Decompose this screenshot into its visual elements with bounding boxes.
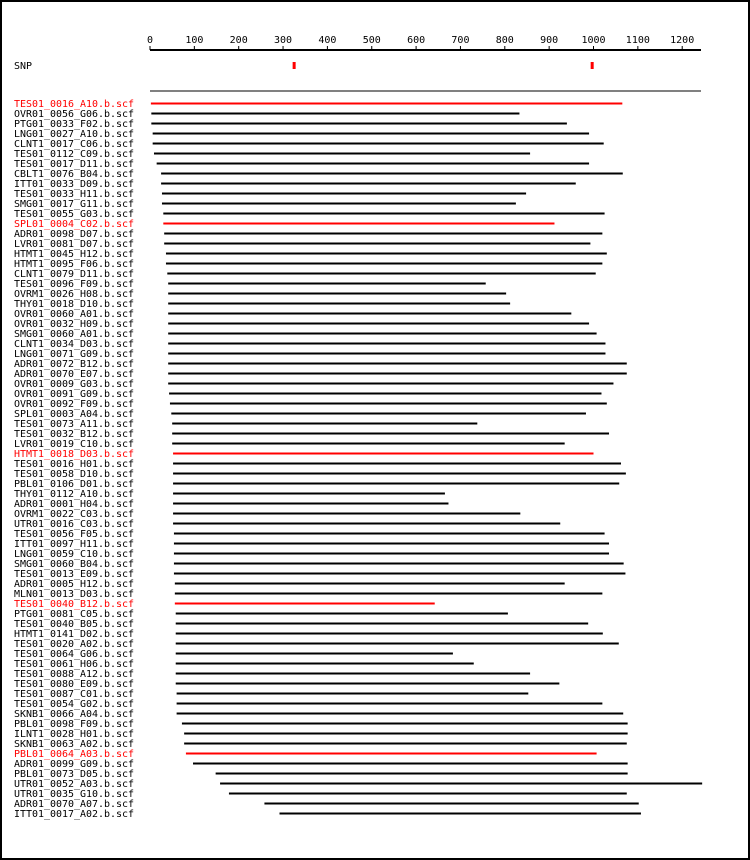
read-name[interactable]: TES01_0020_A02.b.scf <box>14 639 134 650</box>
read-name[interactable]: TES01_0054_G02.b.scf <box>14 699 134 710</box>
read-name[interactable]: OVR01_0092_F09.b.scf <box>14 399 134 410</box>
position-axis <box>147 35 701 50</box>
read-name[interactable]: TES01_0040_B05.b.scf <box>14 619 134 630</box>
read-name[interactable]: LNG01_0059_C10.b.scf <box>14 549 134 560</box>
read-name[interactable]: PBL01_0098_F09.b.scf <box>14 719 134 730</box>
read-name[interactable]: TES01_0058_D10.b.scf <box>14 469 134 480</box>
read-name[interactable]: TES01_0056_F05.b.scf <box>14 529 134 540</box>
read-name[interactable]: ITT01_0017_A02.b.scf <box>14 809 134 820</box>
read-name[interactable]: TES01_0017_D11.b.scf <box>14 159 134 170</box>
read-name[interactable]: CLNT1_0079_D11.b.scf <box>14 269 134 280</box>
read-name[interactable]: TES01_0032_B12.b.scf <box>14 429 134 440</box>
read-name[interactable]: TES01_0055_G03.b.scf <box>14 209 134 220</box>
read-name[interactable]: SMG01_0060_A01.b.scf <box>14 329 134 340</box>
read-name[interactable]: ITT01_0033_D09.b.scf <box>14 179 134 190</box>
read-name[interactable]: TES01_0033_H11.b.scf <box>14 189 134 200</box>
read-name[interactable]: TES01_0088_A12.b.scf <box>14 669 134 680</box>
axis-tick-label: 0 <box>146 35 154 46</box>
read-name[interactable]: PBL01_0064_A03.b.scf <box>14 749 134 760</box>
axis-tick-label: 200 <box>229 35 248 46</box>
axis-tick-label: 100 <box>185 35 204 46</box>
axis-tick-label: 700 <box>451 35 470 46</box>
read-name[interactable]: LNG01_0027_A10.b.scf <box>14 129 134 140</box>
read-name[interactable]: TES01_0040_B12.b.scf <box>14 599 134 610</box>
read-name[interactable]: OVR01_0032_H09.b.scf <box>14 319 134 330</box>
read-name[interactable]: CLNT1_0034_D03.b.scf <box>14 339 134 350</box>
read-name[interactable]: PTG01_0081_C05.b.scf <box>14 609 134 620</box>
read-name[interactable]: TES01_0080_E09.b.scf <box>14 679 134 690</box>
read-name[interactable]: TES01_0013_E09.b.scf <box>14 569 134 580</box>
read-name[interactable]: TES01_0064_G06.b.scf <box>14 649 134 660</box>
read-name[interactable]: CLNT1_0017_C06.b.scf <box>14 139 134 150</box>
axis-tick-label: 300 <box>274 35 293 46</box>
snp-track <box>14 61 594 72</box>
axis-tick-label: 1000 <box>581 35 606 46</box>
read-name[interactable]: ADR01_0005_H12.b.scf <box>14 579 134 590</box>
read-row <box>14 809 641 820</box>
read-name[interactable]: HTMT1_0018_D03.b.scf <box>14 449 134 460</box>
axis-tick-label: 900 <box>540 35 559 46</box>
read-name[interactable]: UTR01_0035_G10.b.scf <box>14 789 134 800</box>
read-name[interactable]: SKNB1_0063_A02.b.scf <box>14 739 134 750</box>
axis-tick-label: 600 <box>407 35 426 46</box>
read-name[interactable]: THY01_0018_D10.b.scf <box>14 299 134 310</box>
read-name[interactable]: HTMT1_0141_D02.b.scf <box>14 629 134 640</box>
read-name[interactable]: OVR01_0056_G06.b.scf <box>14 109 134 120</box>
read-name[interactable]: TES01_0096_F09.b.scf <box>14 279 134 290</box>
snp-marker <box>591 62 594 69</box>
read-name[interactable]: ADR01_0070_E07.b.scf <box>14 369 134 380</box>
read-name[interactable]: OVRM1_0026_H08.b.scf <box>14 289 134 300</box>
read-name[interactable]: SPL01_0004_C02.b.scf <box>14 219 134 230</box>
read-name[interactable]: TES01_0061_H06.b.scf <box>14 659 134 670</box>
read-name[interactable]: SPL01_0003_A04.b.scf <box>14 409 134 420</box>
read-name[interactable]: UTR01_0052_A03.b.scf <box>14 779 134 790</box>
read-name[interactable]: HTMT1_0045_H12.b.scf <box>14 249 134 260</box>
read-name[interactable]: HTMT1_0095_F06.b.scf <box>14 259 134 270</box>
read-name[interactable]: PBL01_0106_D01.b.scf <box>14 479 134 490</box>
read-name[interactable]: SMG01_0060_B04.b.scf <box>14 559 134 570</box>
read-name[interactable]: TES01_0087_C01.b.scf <box>14 689 134 700</box>
axis-tick-label: 500 <box>362 35 381 46</box>
read-name[interactable]: TES01_0073_A11.b.scf <box>14 419 134 430</box>
read-name[interactable]: ADR01_0099_G09.b.scf <box>14 759 134 770</box>
axis-tick-label: 1200 <box>670 35 695 46</box>
snp-marker <box>293 62 296 69</box>
read-name[interactable]: OVR01_0091_G09.b.scf <box>14 389 134 400</box>
read-name[interactable]: PTG01_0033_F02.b.scf <box>14 119 134 130</box>
read-name[interactable]: THY01_0112_A10.b.scf <box>14 489 134 500</box>
read-name[interactable]: LNG01_0071_G09.b.scf <box>14 349 134 360</box>
read-name[interactable]: OVR01_0060_A01.b.scf <box>14 309 134 320</box>
axis-tick-label: 1100 <box>625 35 650 46</box>
read-name[interactable]: SMG01_0017_G11.b.scf <box>14 199 134 210</box>
read-name[interactable]: LVR01_0081_D07.b.scf <box>14 239 134 250</box>
read-name[interactable]: ILNT1_0028_H01.b.scf <box>14 729 134 740</box>
read-name[interactable]: ADR01_0001_H04.b.scf <box>14 499 134 510</box>
read-name[interactable]: TES01_0112_C09.b.scf <box>14 149 134 160</box>
read-name[interactable]: TES01_0016_H01.b.scf <box>14 459 134 470</box>
read-name[interactable]: OVR01_0009_G03.b.scf <box>14 379 134 390</box>
axis-tick-label: 800 <box>495 35 514 46</box>
reads-list <box>14 99 702 820</box>
read-name[interactable]: LVR01_0019_C10.b.scf <box>14 439 134 450</box>
read-name[interactable]: SKNB1_0066_A04.b.scf <box>14 709 134 720</box>
axis-tick-label: 400 <box>318 35 337 46</box>
read-name[interactable]: OVRM1_0022_C03.b.scf <box>14 509 134 520</box>
read-name[interactable]: ADR01_0070_A07.b.scf <box>14 799 134 810</box>
read-name[interactable]: ADR01_0072_B12.b.scf <box>14 359 134 370</box>
read-name[interactable]: ITT01_0097_H11.b.scf <box>14 539 134 550</box>
snp-label: SNP <box>14 61 33 72</box>
read-name[interactable]: ADR01_0098_D07.b.scf <box>14 229 134 240</box>
read-name[interactable]: CBLT1_0076_B04.b.scf <box>14 169 134 180</box>
read-name[interactable]: TES01_0016_A10.b.scf <box>14 99 134 110</box>
read-alignment-chart <box>2 2 748 858</box>
read-name[interactable]: MLN01_0013_D03.b.scf <box>14 589 134 600</box>
read-name[interactable]: PBL01_0073_D05.b.scf <box>14 769 134 780</box>
read-name[interactable]: UTR01_0016_C03.b.scf <box>14 519 134 530</box>
